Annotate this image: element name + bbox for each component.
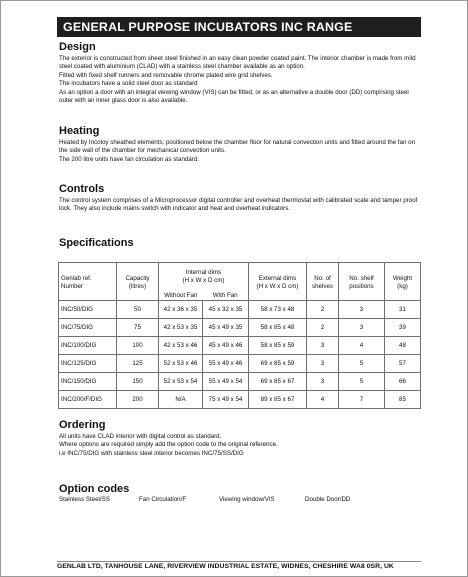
cell-without-fan: 42 x 53 x 35: [159, 319, 203, 337]
cell-weight: 57: [385, 355, 421, 373]
cell-without-fan: 52 x 53 x 46: [159, 355, 203, 373]
header-external-unit: (H x W x D cm): [256, 283, 299, 290]
table-row: [59, 337, 421, 355]
table-row: [59, 373, 421, 391]
cell-positions: 3: [339, 319, 385, 337]
ordering-heading: Ordering: [59, 419, 106, 431]
cell-ref: INC/150/DIG: [59, 373, 117, 391]
ordering-text: [59, 433, 419, 458]
header-positions: No. shelf positions: [339, 263, 385, 301]
cell-positions: 7: [339, 391, 385, 409]
cell-capacity: 100: [117, 337, 159, 355]
option-code-item: Fan Circulation/F: [139, 496, 187, 503]
cell-shelves: 2: [307, 301, 339, 319]
header-capacity: Capacity (litres): [117, 263, 159, 301]
cell-ref: INC/100/DIG: [59, 337, 117, 355]
cell-ref: INC/75/DIG: [59, 319, 117, 337]
cell-external: 58 x 85 x 48: [249, 319, 307, 337]
cell-shelves: 3: [307, 355, 339, 373]
header-external-dims: [249, 263, 307, 301]
cell-external: 58 x 85 x 59: [249, 337, 307, 355]
cell-positions: 5: [339, 355, 385, 373]
heating-line: Heated by Incoloy sheathed elements; positioned below the chamber floor for natural convection units and fitted around the fan on the side wall of the chamber for mechanical convection units.: [59, 139, 416, 155]
header-ref: Genlab ref. Number: [59, 263, 117, 301]
footer-address: GENLAB LTD, TANHOUSE LANE, RIVERVIEW INDUSTRIAL ESTATE, WIDNES, CHESHIRE WA8 0SR, UK: [57, 561, 421, 570]
cell-with-fan: 55 x 49 x 46: [203, 355, 249, 373]
cell-without-fan: 52 x 53 x 54: [159, 373, 203, 391]
header-internal-unit: (H x W x D cm): [182, 277, 225, 285]
cell-capacity: 75: [117, 319, 159, 337]
cell-weight: 66: [385, 373, 421, 391]
header-internal-label: Internal dims: [185, 269, 222, 277]
ordering-line: All units have CLAD interior with digital control as standard.: [59, 433, 222, 440]
cell-capacity: 150: [117, 373, 159, 391]
cell-external: 58 x 73 x 48: [249, 301, 307, 319]
option-code-item: Stainless Steel/SS: [59, 496, 110, 503]
design-line: Fitted with fixed shelf runners and removable chrome plated wire grid shelves.: [59, 71, 273, 79]
option-code-item: Viewing window/VIS: [219, 496, 275, 503]
table-row: [59, 319, 421, 337]
option-codes-heading: Option codes: [59, 483, 130, 495]
cell-weight: 48: [385, 337, 421, 355]
cell-external: 69 x 85 x 59: [249, 355, 307, 373]
design-text: [59, 55, 419, 105]
design-heading: Design: [59, 41, 96, 53]
header-with-fan: With Fan: [203, 289, 249, 301]
controls-heading: Controls: [59, 183, 105, 195]
cell-weight: 85: [385, 391, 421, 409]
cell-capacity: 200: [117, 391, 159, 409]
cell-shelves: 3: [307, 373, 339, 391]
table-row: [59, 391, 421, 409]
heating-line: The 200 litre units have fan circulation as standard.: [59, 155, 199, 163]
cell-with-fan: 45 x 32 x 35: [203, 301, 249, 319]
cell-capacity: 125: [117, 355, 159, 373]
controls-line: The control system comprises of a Microprocessor digital controller and overheat thermostat with calibrated scale and tamper proof lock. They also include mains switch with indicator and heat and overheat indicators.: [59, 197, 418, 213]
cell-shelves: 2: [307, 319, 339, 337]
design-line: As an option a door with an integral viewing window (VIS) can be fitted, or as an alternative a double door (DD) comprising steel outer with an inner glass door is also available.: [59, 88, 409, 105]
controls-text: [59, 197, 419, 214]
header-internal-dims: [159, 263, 249, 289]
specifications-table: [58, 262, 421, 409]
table-row: [59, 355, 421, 373]
cell-ref: INC/200/F/DIG: [59, 391, 117, 409]
cell-shelves: 3: [307, 337, 339, 355]
ordering-line: i.e INC/75/DIG with stainless steel interior becomes INC/75/SS/DIG: [59, 449, 244, 457]
heating-text: [59, 139, 419, 164]
cell-positions: 3: [339, 301, 385, 319]
document-title: GENERAL PURPOSE INCUBATORS INC RANGE: [57, 17, 421, 37]
cell-shelves: 4: [307, 391, 339, 409]
header-without-fan: Without Fan: [159, 289, 203, 301]
cell-with-fan: 45 x 49 x 35: [203, 319, 249, 337]
table-row: [59, 301, 421, 319]
ordering-line: Where options are required simply add the option code to the original reference.: [59, 441, 278, 449]
header-shelves: No. of shelves: [307, 263, 339, 301]
header-weight: Weight (kg): [385, 263, 421, 301]
design-line: The exterior is constructed from sheet steel finished in an easy clean powder coated paint. The interior chamber is made from mild steel coated with aluminium (CLAD) with a stainless steel chamber available as an option.: [59, 55, 416, 71]
cell-ref: INC/125/DIG: [59, 355, 117, 373]
cell-without-fan: 42 x 36 x 35: [159, 301, 203, 319]
cell-weight: 31: [385, 301, 421, 319]
cell-external: 89 x 85 x 67: [249, 391, 307, 409]
table-body: [59, 301, 421, 409]
specifications-heading: Specifications: [59, 237, 134, 249]
cell-with-fan: 75 x 49 x 54: [203, 391, 249, 409]
table-header-row: [59, 263, 421, 289]
option-code-item: Double Door/DD: [305, 496, 351, 503]
cell-positions: 4: [339, 337, 385, 355]
cell-with-fan: 45 x 49 x 46: [203, 337, 249, 355]
cell-capacity: 50: [117, 301, 159, 319]
heating-heading: Heating: [59, 125, 100, 137]
cell-weight: 39: [385, 319, 421, 337]
cell-external: 69 x 85 x 67: [249, 373, 307, 391]
header-external-label: External dims: [258, 275, 297, 282]
cell-without-fan: 42 x 53 x 46: [159, 337, 203, 355]
cell-ref: INC/50/DIG: [59, 301, 117, 319]
cell-with-fan: 55 x 49 x 54: [203, 373, 249, 391]
design-line: The incubators have a solid steel door as standard: [59, 80, 198, 88]
cell-without-fan: N/A: [159, 391, 203, 409]
cell-positions: 5: [339, 373, 385, 391]
